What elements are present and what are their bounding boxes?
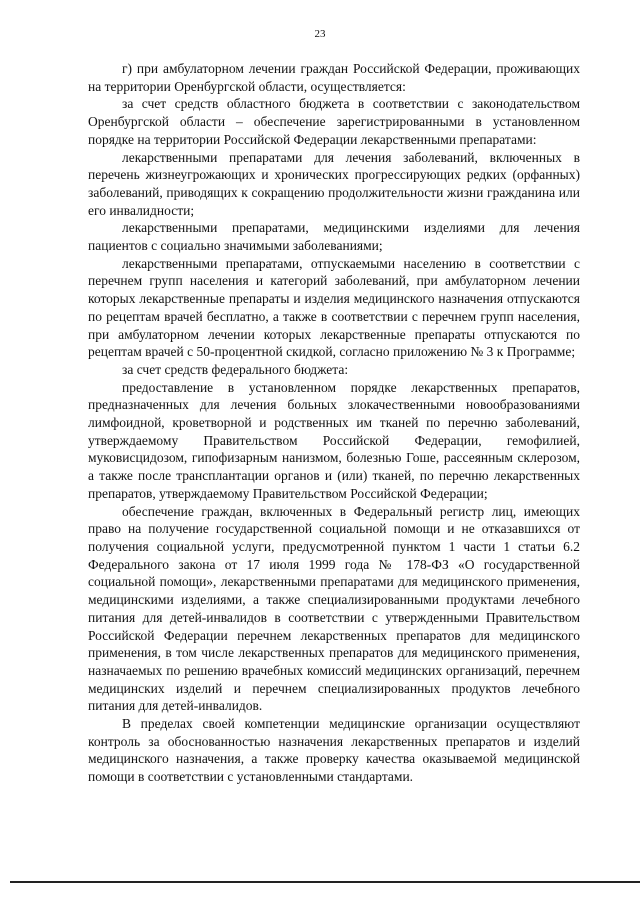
paragraph-federal-budget: за счет средств федерального бюджета:: [122, 361, 349, 377]
paragraph-orphan-diseases: лекарственными препаратами для лечения заболеваний, включенных в перечень жизнеугрожающих и хронических прогрессирующих редких (орфанных) заболеваний, приводящих к сокращению продолжительности жизни гражданина или его инвалидности;: [88, 149, 580, 218]
page-number: 23: [314, 28, 326, 40]
bottom-rule: [10, 881, 640, 883]
body-text: [88, 60, 580, 786]
paragraph-ambulatory-intro: г) при амбулаторном лечении граждан Российской Федерации, проживающих на территории Оренбургской области, осуществляется:: [88, 61, 580, 94]
paragraph-federal-provision: предоставление в установленном порядке лекарственных препаратов, предназначенных для лечения больных злокачественными новообразованиями лимфоидной, кроветворной и родственных им тканей по перечню заболеваний, утверждаемому Правительством Российской Федерации, гемофилией, муковисцидозом, гипофизарным нанизмом, болезнью Гоше, рассеянным склерозом, а также после трансплантации органов и (или) тканей, по перечню лекарственных препаратов, утверждаемому Правительством Российской Федерации;: [88, 379, 580, 501]
paragraph-socially-significant: лекарственными препаратами, медицинскими изделиями для лечения пациентов с социально значимыми заболеваниями;: [88, 220, 580, 254]
paragraph-regional-budget: за счет средств областного бюджета в соответствии с законодательством Оренбургской области – обеспечение зарегистрированными в установленном порядке на территории Российской Федерации лекарственными препаратами:: [88, 96, 580, 147]
paragraph-federal-register: обеспечение граждан, включенных в Федеральный регистр лиц, имеющих право на получение государственной социальной помощи и не отказавшихся от получения социальной услуги, предусмотренной пунктом 1 части 1 статьи 6.2 Федерального закона от 17 июля 1999 года № 178-ФЗ «О государственной социальной помощи», лекарственными препаратами для медицинского применения, медицинскими изделиями, а также специализированными продуктами лечебного питания для детей-инвалидов в соответствии с утвержденными Правительством Российской Федерации перечнем лекарственных препаратов для медицинского применения, в том числе лекарственных препаратов для медицинского применения, назначаемых по решению врачебных комиссий медицинских организаций, перечнем медицинских изделий и перечнем специализированных продуктов лечебного питания для детей-инвалидов.: [88, 503, 580, 714]
paragraph-population-groups: лекарственными препаратами, отпускаемыми населению в соответствии с перечнем групп населения и категорий заболеваний, при амбулаторном лечении которых лекарственные препараты и изделия медицинского назначения отпускаются по рецептам врачей бесплатно, а также в соответствии с перечнем групп населения, при амбулаторном лечении которых лекарственные препараты отпускаются по рецептам врачей с 50-процентной скидкой, согласно приложению № 3 к Программе;: [88, 255, 580, 360]
paragraph-quality-control: В пределах своей компетенции медицинские организации осуществляют контроль за обоснованностью назначения лекарственных препаратов и изделий медицинского назначения, а также проверку качества оказываемой медицинской помощи в соответствии с установленными стандартами.: [88, 716, 580, 785]
